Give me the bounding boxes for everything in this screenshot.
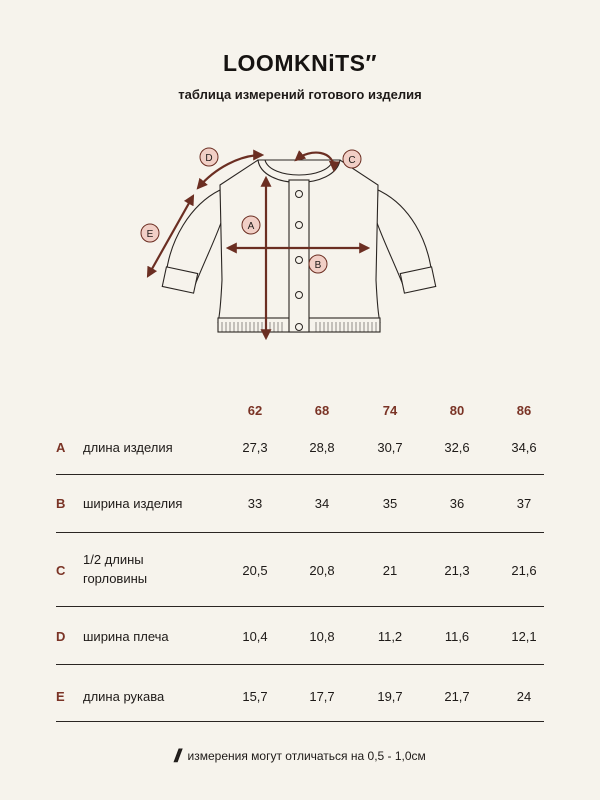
row-value: 30,7 [377, 440, 403, 455]
row-value: 11,6 [444, 629, 470, 644]
label-b: B [314, 260, 322, 271]
row-value: 28,8 [309, 440, 335, 455]
row-value: 33 [247, 496, 263, 511]
cardigan-diagram [0, 130, 600, 370]
row-value: 21 [382, 563, 398, 578]
table-row [56, 665, 544, 722]
row-value: 11,2 [377, 629, 403, 644]
row-code: A [56, 440, 66, 455]
row-value: 24 [516, 689, 532, 704]
footer-text: измерения могут отличаться на 0,5 - 1,0см [187, 749, 426, 763]
row-value: 12,1 [511, 629, 537, 644]
row-label: длина изделия [83, 440, 173, 455]
row-code: E [56, 689, 65, 704]
row-label: 1/2 длины горловины [83, 552, 148, 586]
row-value: 21,3 [444, 563, 470, 578]
label-c: C [348, 155, 356, 166]
row-value: 27,3 [242, 440, 268, 455]
row-label: длина рукава [83, 689, 165, 704]
table-row [56, 533, 544, 607]
row-value: 10,8 [309, 629, 335, 644]
table-row [56, 475, 544, 533]
footer-note [0, 746, 600, 767]
row-code: C [56, 563, 66, 578]
row-value: 32,6 [444, 440, 470, 455]
size-68: 68 [314, 403, 330, 418]
size-80: 80 [449, 403, 465, 418]
table-row [56, 424, 544, 475]
size-62: 62 [247, 403, 263, 418]
row-value: 19,7 [377, 689, 403, 704]
label-d: D [205, 153, 213, 164]
row-value: 21,6 [511, 563, 537, 578]
row-value: 17,7 [309, 689, 335, 704]
label-e: E [146, 229, 154, 240]
row-value: 15,7 [242, 689, 268, 704]
table-row [56, 607, 544, 665]
row-label: ширина плеча [83, 629, 169, 644]
size-header [56, 398, 544, 424]
size-86: 86 [516, 403, 532, 418]
row-value: 34,6 [511, 440, 537, 455]
size-table [56, 398, 544, 722]
row-value: 36 [449, 496, 465, 511]
label-a: A [247, 221, 255, 232]
row-value: 20,8 [309, 563, 335, 578]
row-value: 10,4 [242, 629, 268, 644]
row-label: ширина изделия [83, 496, 183, 511]
row-value: 21,7 [444, 689, 470, 704]
row-value: 34 [314, 496, 330, 511]
row-value: 20,5 [242, 563, 268, 578]
row-code: B [56, 496, 66, 511]
row-value: 35 [382, 496, 398, 511]
row-code: D [56, 629, 66, 644]
double-slash-icon: // [174, 746, 179, 766]
row-value: 37 [516, 496, 532, 511]
size-74: 74 [382, 403, 398, 418]
page-title: таблица измерений готового изделия [178, 87, 422, 102]
brand-logo: LOOMKNiTS″ [222, 50, 377, 76]
